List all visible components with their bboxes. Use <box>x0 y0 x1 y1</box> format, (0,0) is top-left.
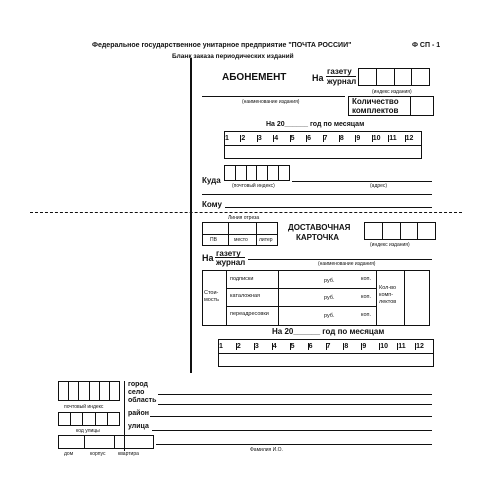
abonement-name-line <box>202 96 345 97</box>
index-cell[interactable] <box>377 69 395 85</box>
quantity-label-2: комплектов <box>352 106 399 115</box>
street-cell[interactable] <box>108 413 119 425</box>
month-label: 7 <box>327 343 345 350</box>
postal-caption: (почтовый индекс) <box>232 183 275 189</box>
postal-index-cells[interactable] <box>224 165 290 181</box>
index-cell[interactable] <box>359 69 377 85</box>
postal-cell[interactable] <box>79 382 89 400</box>
cost-row-label: переадресовки <box>230 311 269 317</box>
index-cell[interactable] <box>365 223 383 239</box>
korpus-label: корпус <box>90 451 106 457</box>
cut-line-caption: Линия отреза <box>228 215 260 221</box>
months-input-row[interactable] <box>219 354 433 367</box>
cost-row-label: подписки <box>230 276 254 282</box>
postal-cell[interactable] <box>257 166 268 180</box>
abonement-gazetu: газету <box>327 67 352 76</box>
card-name-caption: (наименование издания) <box>318 261 376 267</box>
house-cells[interactable] <box>58 435 154 449</box>
postal-cell[interactable] <box>69 382 79 400</box>
abonement-months-grid[interactable] <box>224 131 422 159</box>
cost-kop: коп. <box>361 276 372 282</box>
card-index-caption: (индекс издания) <box>370 242 410 248</box>
month-label: 8 <box>344 343 362 350</box>
month-label: 9 <box>362 343 380 350</box>
pv-vdivider-1 <box>228 222 229 246</box>
postal-cell[interactable] <box>90 382 100 400</box>
oblast-label: область <box>128 397 157 404</box>
card-year-line: На 20______ год по месяцам <box>272 327 385 336</box>
cost-hline-2 <box>226 306 376 307</box>
cost-vline-4 <box>404 270 405 326</box>
street-cell[interactable] <box>59 413 71 425</box>
quantity-label-1: Количество <box>352 97 399 106</box>
cost-label-1: Стои- <box>204 290 219 296</box>
month-label: 9 <box>356 135 372 142</box>
months-header-row <box>225 132 421 146</box>
month-label: 5 <box>291 343 309 350</box>
cost-hline-1 <box>226 288 376 289</box>
month-label: 3 <box>255 343 273 350</box>
oblast-line <box>158 404 432 405</box>
month-label: 10 <box>373 135 389 142</box>
house-divider-1 <box>84 435 85 449</box>
month-label: 1 <box>225 135 241 142</box>
month-label: 11 <box>398 343 416 350</box>
cost-rub: руб. <box>324 295 335 301</box>
form-spine <box>190 58 192 373</box>
qty-label-1: Кол-во <box>379 285 397 291</box>
month-label: 2 <box>237 343 255 350</box>
index-cell[interactable] <box>383 223 401 239</box>
card-title-2: КАРТОЧКА <box>296 233 340 242</box>
postal-cell[interactable] <box>268 166 279 180</box>
cost-vline-2 <box>278 270 279 326</box>
street-cell[interactable] <box>83 413 95 425</box>
address-index-cells[interactable] <box>58 381 120 401</box>
abonement-zhurnal: журнал <box>327 77 357 86</box>
fio-caption: Фамилия И.О. <box>250 447 283 453</box>
org-line: Федеральное государственное унитарное предприятие "ПОЧТА РОССИИ" <box>92 42 352 49</box>
cost-vline-1 <box>226 270 227 326</box>
postal-cell[interactable] <box>236 166 247 180</box>
month-label: 8 <box>340 135 356 142</box>
komu-label: Кому <box>202 200 222 209</box>
month-label: 6 <box>309 343 327 350</box>
card-zhurnal: журнал <box>216 258 246 267</box>
postal-index-caption: почтовый индекс <box>64 404 104 410</box>
abonement-index-caption: (индекс издания) <box>372 89 412 95</box>
dom-label: дом <box>64 451 74 457</box>
abonement-name-caption: (наименование издания) <box>242 99 300 105</box>
card-name-line <box>248 259 432 260</box>
gorod-label: город <box>128 381 149 388</box>
cost-row-label: каталожная <box>230 293 261 299</box>
address-line <box>292 181 432 182</box>
cut-line <box>30 212 462 213</box>
cost-kop: коп. <box>361 312 372 318</box>
card-gazetu: газету <box>216 249 241 258</box>
form-subtitle: Бланк заказа периодических изданий <box>172 53 294 60</box>
pv-vdivider-2 <box>256 222 257 246</box>
month-label: 2 <box>241 135 257 142</box>
index-cell[interactable] <box>412 69 429 85</box>
month-label: 7 <box>324 135 340 142</box>
card-index-cells[interactable] <box>364 222 436 240</box>
address-line-2 <box>202 194 432 195</box>
kuda-label: Куда <box>202 176 221 185</box>
ulitsa-line <box>152 430 432 431</box>
selo-label: село <box>128 389 145 396</box>
abonement-index-cells[interactable] <box>358 68 430 86</box>
street-cell[interactable] <box>96 413 108 425</box>
quantity-divider <box>410 96 411 116</box>
qty-label-2: комп- <box>379 292 394 298</box>
abonement-title: АБОНЕМЕНТ <box>222 72 287 83</box>
abonement-year-line: На 20______ год по месяцам <box>266 121 365 128</box>
month-label: 4 <box>273 343 291 350</box>
month-label: 1 <box>219 343 237 350</box>
house-divider-2 <box>114 435 115 449</box>
kvartira-label: квартира <box>118 451 139 457</box>
komu-line <box>225 207 432 208</box>
index-cell[interactable] <box>418 223 435 239</box>
street-code-cells[interactable] <box>58 412 120 426</box>
months-header-row <box>219 340 433 354</box>
card-gazetu-divider <box>215 257 245 258</box>
form-code: Ф СП - 1 <box>412 42 441 49</box>
month-label: 6 <box>307 135 323 142</box>
qty-label-3: лектов <box>379 299 397 305</box>
months-input-row[interactable] <box>225 146 421 159</box>
fio-line <box>156 444 432 445</box>
cost-kop: коп. <box>361 294 372 300</box>
street-cell[interactable] <box>71 413 83 425</box>
cost-rub: руб. <box>324 278 335 284</box>
cost-label-2: мость <box>204 297 219 303</box>
index-cell[interactable] <box>395 69 413 85</box>
card-na: На <box>202 253 214 263</box>
cost-rub: руб. <box>324 313 335 319</box>
postal-cell[interactable] <box>100 382 110 400</box>
index-cell[interactable] <box>401 223 419 239</box>
postal-cell[interactable] <box>247 166 258 180</box>
month-label: 12 <box>416 342 424 350</box>
card-months-grid[interactable] <box>218 339 434 367</box>
pv-label: ПВ <box>210 237 217 243</box>
month-label: 4 <box>274 135 290 142</box>
month-label: 5 <box>291 135 307 142</box>
month-label: 10 <box>380 343 398 350</box>
postal-cell[interactable] <box>225 166 236 180</box>
address-caption: (адрес) <box>370 183 388 189</box>
ulitsa-label: улица <box>128 423 149 430</box>
gazetu-divider <box>326 76 356 77</box>
abonement-na: На <box>312 73 324 83</box>
gorod-line <box>158 394 432 395</box>
pv-divider <box>202 234 278 235</box>
postal-cell[interactable] <box>110 382 119 400</box>
liter-label: литер <box>259 237 273 243</box>
month-label: 12 <box>405 134 414 142</box>
month-label: 3 <box>258 135 274 142</box>
postal-cell[interactable] <box>59 382 69 400</box>
month-label: 11 <box>389 135 405 142</box>
card-title-1: ДОСТАВОЧНАЯ <box>288 223 351 232</box>
street-code-caption: код улицы <box>76 428 100 434</box>
cost-vline-3 <box>376 270 377 326</box>
postal-cell[interactable] <box>279 166 289 180</box>
mesto-label: место <box>234 237 248 243</box>
raion-label: район <box>128 410 149 417</box>
raion-line <box>150 416 432 417</box>
